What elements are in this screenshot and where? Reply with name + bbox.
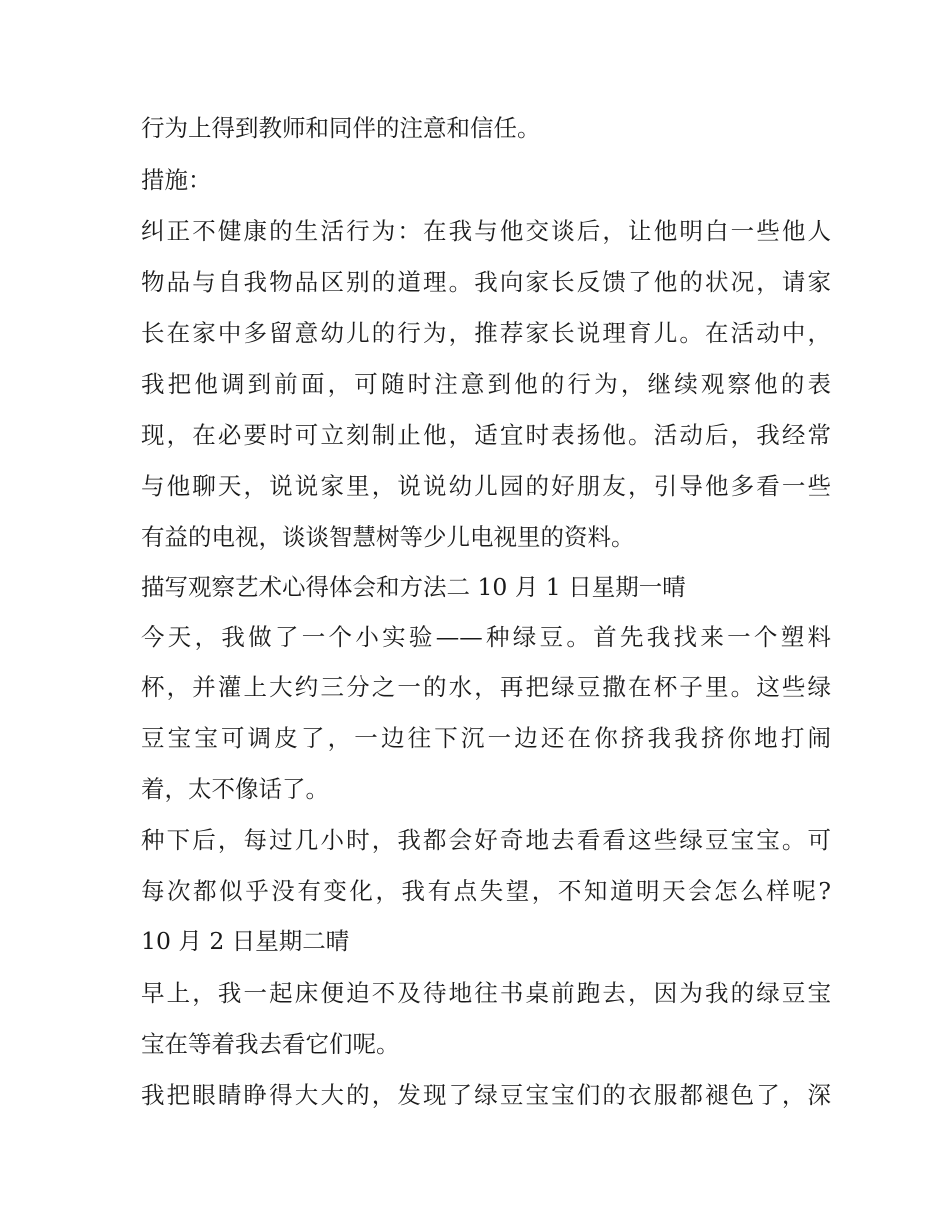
- text-line-2: 措施：: [141, 166, 212, 194]
- text-line-17: 10 月 2 日星期二晴: [141, 927, 350, 955]
- text-line-9: 有益的电视，谈谈智慧树等少儿电视里的资料。: [141, 523, 635, 551]
- text-line-8: 与他聊天，说说家里，说说幼儿园的好朋友，引导他多看一些: [141, 472, 831, 500]
- text-line-20: 我把眼睛睁得大大的，发现了绿豆宝宝们的衣服都褪色了，深: [141, 1081, 831, 1109]
- text-line-16: 每次都似乎没有变化，我有点失望，不知道明天会怎么样呢?: [141, 877, 831, 905]
- text-line-1: 行为上得到教师和同伴的注意和信任。: [141, 114, 541, 142]
- text-line-18: 早上，我一起床便迫不及待地往书桌前跑去，因为我的绿豆宝: [141, 979, 831, 1007]
- text-line-12: 杯，并灌上大约三分之一的水，再把绿豆撒在杯子里。这些绿: [141, 673, 831, 701]
- text-line-5: 长在家中多留意幼儿的行为，推荐家长说理育儿。在活动中，: [141, 319, 831, 347]
- text-line-11: 今天，我做了一个小实验——种绿豆。首先我找来一个塑料: [141, 623, 831, 651]
- text-line-10: 描写观察艺术心得体会和方法二 10 月 1 日星期一晴: [141, 573, 686, 601]
- text-line-6: 我把他调到前面，可随时注意到他的行为，继续观察他的表: [141, 370, 831, 398]
- text-line-15: 种下后，每过几小时，我都会好奇地去看看这些绿豆宝宝。可: [141, 826, 831, 854]
- text-line-14: 着，太不像话了。: [141, 775, 329, 803]
- text-line-19: 宝在等着我去看它们呢。: [141, 1030, 400, 1058]
- text-line-13: 豆宝宝可调皮了，一边往下沉一边还在你挤我我挤你地打闹: [141, 724, 831, 752]
- text-line-7: 现，在必要时可立刻制止他，适宜时表扬他。活动后，我经常: [141, 421, 831, 449]
- text-line-3: 纠正不健康的生活行为：在我与他交谈后，让他明白一些他人: [141, 217, 831, 245]
- text-line-4: 物品与自我物品区别的道理。我向家长反馈了他的状况，请家: [141, 268, 831, 296]
